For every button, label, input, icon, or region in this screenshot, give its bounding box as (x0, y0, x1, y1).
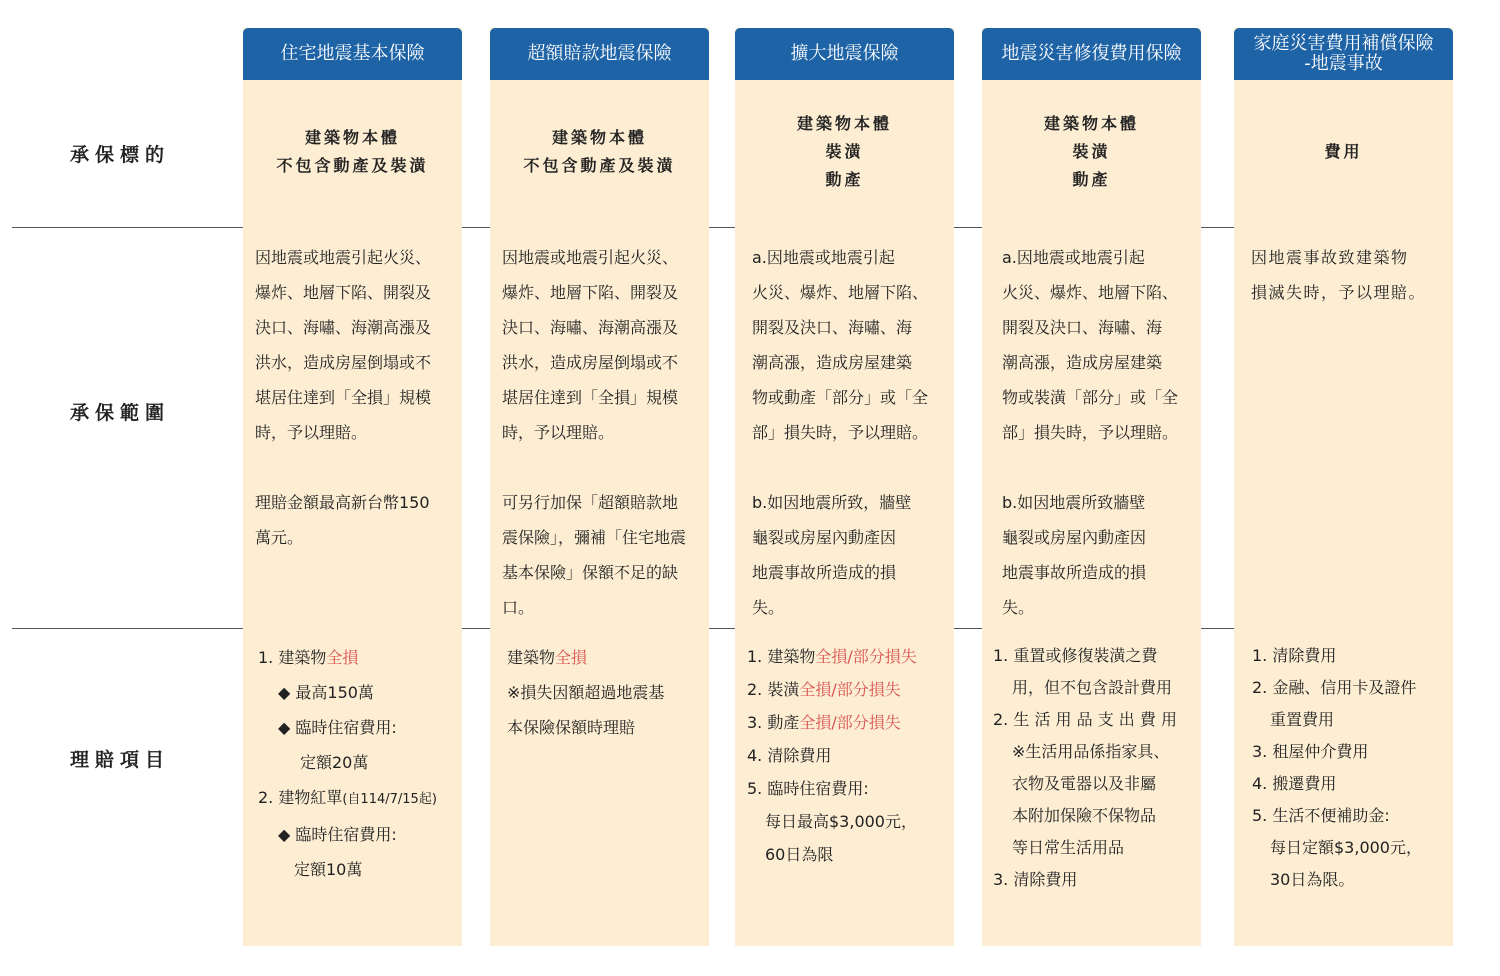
claim-item: 重置費用 (1270, 710, 1335, 729)
column-title: -地震事故 (1304, 53, 1383, 74)
claim-items (507, 640, 664, 745)
claim-item: 3. 動產全損/部分損失 (747, 713, 901, 732)
scope-line: 物或裝潢「部分」或「全 (1002, 388, 1179, 407)
claim-item: 1. 重置或修復裝潢之費 (993, 646, 1158, 665)
scope-line: 震保險」，彌補「住宅地震 (502, 528, 687, 547)
target-line: 建築物本體 (551, 128, 647, 147)
column-title: 擴大地震保險 (790, 43, 899, 64)
claim-item: 建築物全損 (507, 648, 588, 667)
coverage-scope (752, 240, 937, 625)
claim-item: 2. 建物紅單(自114/7/15起) (258, 788, 437, 807)
target-line: 動產 (825, 170, 864, 189)
target-line: 建築物本體 (1043, 114, 1139, 133)
column-title: 住宅地震基本保險 (280, 43, 425, 64)
scope-line: 部」損失時，予以理賠。 (1002, 423, 1179, 442)
claim-item: 1. 建築物全損/部分損失 (747, 647, 917, 666)
column-title: 地震災害修復費用保險 (1001, 43, 1182, 64)
coverage-scope (1002, 240, 1187, 625)
scope-line: 洪水，造成房屋倒塌或不 (502, 353, 679, 372)
coverage-scope (502, 240, 697, 625)
coverage-scope (1251, 240, 1441, 310)
claim-items (993, 640, 1177, 896)
scope-line: 地震事故所造成的損 (1002, 563, 1147, 582)
coverage-target (243, 124, 462, 180)
claim-item: 定額10萬 (294, 860, 363, 879)
claim-item: ◆ 臨時住宿費用: (278, 718, 397, 737)
scope-line: 火災、爆炸、地層下陷、 (752, 283, 929, 302)
coverage-scope (255, 240, 450, 555)
scope-line: 洪水，造成房屋倒塌或不 (255, 353, 432, 372)
column-household-disaster (1234, 28, 1453, 946)
scope-line: 開裂及決口、海嘯、海 (752, 318, 913, 337)
column-repair-cost (982, 28, 1201, 946)
claim-item: 2. 金融、信用卡及證件 (1252, 678, 1417, 697)
claim-item: 本保險保額時理賠 (507, 718, 636, 737)
claim-item: 等日常生活用品 (1012, 838, 1125, 857)
target-line: 建築物本體 (796, 114, 892, 133)
scope-line: 基本保險」保額不足的缺 (502, 563, 679, 582)
claim-item: 本附加保險不保物品 (1012, 806, 1157, 825)
claim-item: 1. 清除費用 (1252, 646, 1337, 665)
claim-item: ※損失因額超過地震基 (507, 683, 665, 702)
claim-item: ◆ 最高150萬 (278, 683, 374, 702)
scope-line: 決口、海嘯、海潮高漲及 (255, 318, 432, 337)
row-label-scope: 承保範圍 (70, 402, 171, 424)
claim-item: 2. 裝潢全損/部分損失 (747, 680, 901, 699)
scope-line: 理賠金額最高新台幣150 (255, 493, 430, 512)
target-line: 建築物本體 (304, 128, 400, 147)
column-header (243, 28, 462, 80)
claim-item: 5. 生活不便補助金: (1252, 806, 1390, 825)
claim-item: 5. 臨時住宿費用: (747, 779, 869, 798)
scope-line: b.如因地震所致牆壁 (1002, 493, 1146, 512)
claim-item: ※生活用品係指家具、 (1012, 742, 1170, 761)
column-header (735, 28, 954, 80)
claim-item: 用，但不包含設計費用 (1012, 678, 1173, 697)
scope-line: 火災、爆炸、地層下陷、 (1002, 283, 1179, 302)
scope-line: 潮高漲，造成房屋建築 (1002, 353, 1163, 372)
coverage-target (1234, 138, 1453, 166)
scope-line: 失。 (752, 598, 785, 617)
claim-item: 3. 租屋仲介費用 (1252, 742, 1369, 761)
column-title: 超額賠款地震保險 (527, 43, 672, 64)
column-extended-earthquake (735, 28, 954, 946)
scope-line: 堪居住達到「全損」規模 (502, 388, 679, 407)
coverage-target (982, 110, 1201, 194)
scope-line: 可另行加保「超額賠款地 (502, 493, 679, 512)
scope-line: 失。 (1002, 598, 1035, 617)
scope-line: 時，予以理賠。 (255, 423, 368, 442)
claim-item: 每日最高$3,000元， (765, 812, 917, 831)
scope-line: a.因地震或地震引起 (1002, 248, 1145, 267)
scope-line: 潮高漲，造成房屋建築 (752, 353, 913, 372)
scope-line: 萬元。 (255, 528, 304, 547)
scope-line: 因地震事故致建築物 (1251, 248, 1409, 267)
scope-line: a.因地震或地震引起 (752, 248, 895, 267)
scope-line: b.如因地震所致，牆壁 (752, 493, 912, 512)
scope-line: 時，予以理賠。 (502, 423, 615, 442)
scope-line: 龜裂或房屋內動產因 (1002, 528, 1147, 547)
claim-item: 1. 建築物全損 (258, 648, 359, 667)
scope-line: 爆炸、地層下陷、開裂及 (255, 283, 432, 302)
scope-line: 開裂及決口、海嘯、海 (1002, 318, 1163, 337)
row-label-target: 承保標的 (70, 144, 171, 166)
column-basic-earthquake (243, 28, 462, 946)
column-title: 家庭災害費用補償保險 (1253, 33, 1434, 54)
row-label-items: 理賠項目 (70, 749, 171, 771)
coverage-target (490, 124, 709, 180)
scope-line: 部」損失時，予以理賠。 (752, 423, 929, 442)
claim-item: 定額20萬 (300, 753, 369, 772)
scope-line: 爆炸、地層下陷、開裂及 (502, 283, 679, 302)
scope-line: 龜裂或房屋內動產因 (752, 528, 897, 547)
column-header (1234, 28, 1453, 80)
claim-item: 每日定額$3,000元， (1270, 838, 1422, 857)
scope-line: 物或動產「部分」或「全 (752, 388, 929, 407)
target-line: 動產 (1072, 170, 1111, 189)
claim-item: ◆ 臨時住宿費用: (278, 825, 397, 844)
scope-line: 口。 (502, 598, 535, 617)
claim-item: 衣物及電器以及非屬 (1012, 774, 1157, 793)
scope-line: 因地震或地震引起火災、 (502, 248, 679, 267)
target-line: 裝潢 (825, 142, 864, 161)
scope-line: 堪居住達到「全損」規模 (255, 388, 432, 407)
scope-line: 損滅失時，予以理賠。 (1251, 283, 1427, 302)
claim-item: 30日為限。 (1270, 870, 1355, 889)
scope-line: 因地震或地震引起火災、 (255, 248, 432, 267)
column-header (982, 28, 1201, 80)
claim-items (258, 640, 437, 887)
target-line: 裝潢 (1072, 142, 1111, 161)
target-line: 不包含動產及裝潢 (523, 156, 676, 175)
target-line: 費用 (1324, 142, 1363, 161)
claim-items (747, 640, 917, 871)
claim-item: 60日為限 (765, 845, 834, 864)
target-line: 不包含動產及裝潢 (276, 156, 429, 175)
claim-item: 2. 生 活 用 品 支 出 費 用 (993, 710, 1177, 729)
claim-item: 3. 清除費用 (993, 870, 1078, 889)
claim-items (1252, 640, 1422, 896)
column-excess-earthquake (490, 28, 709, 946)
claim-item: 4. 搬遷費用 (1252, 774, 1337, 793)
scope-line: 地震事故所造成的損 (752, 563, 897, 582)
column-header (490, 28, 709, 80)
claim-item: 4. 清除費用 (747, 746, 832, 765)
scope-line: 決口、海嘯、海潮高漲及 (502, 318, 679, 337)
coverage-target (735, 110, 954, 194)
